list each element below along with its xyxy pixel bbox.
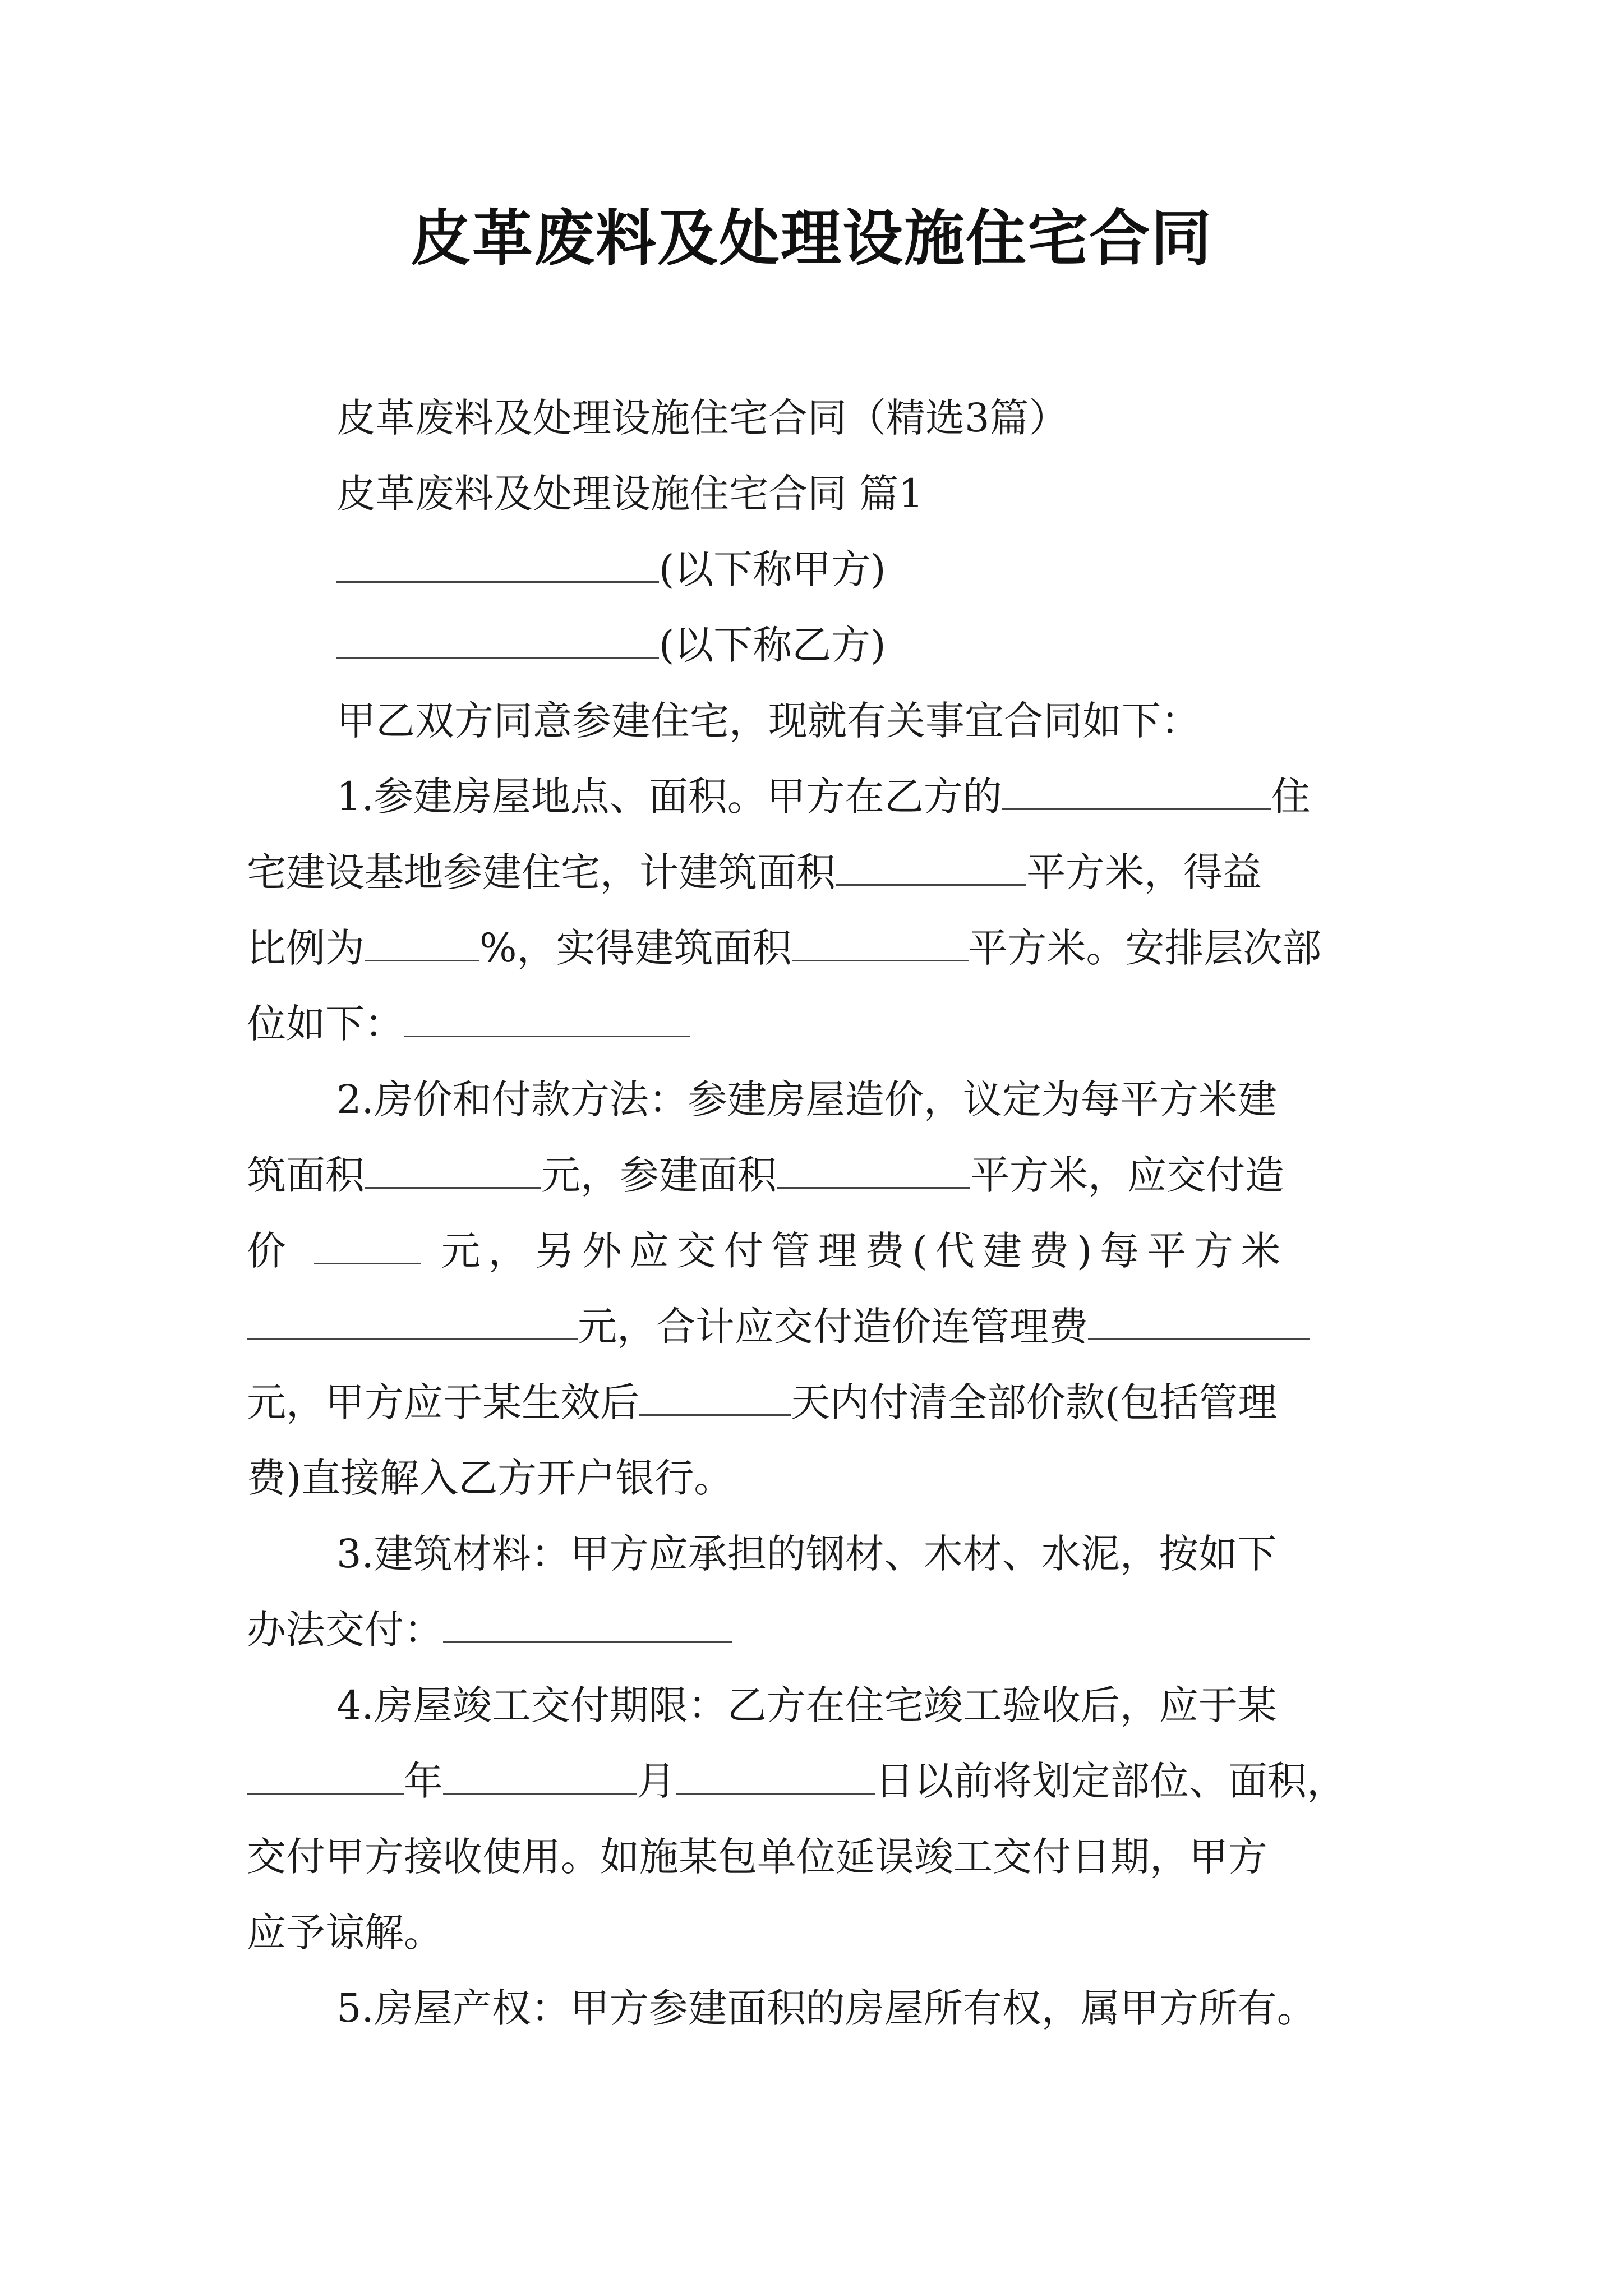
blank-field (404, 999, 690, 1037)
blank-field (247, 1301, 578, 1340)
clause-text: 元，甲方应于某生效后 (247, 1379, 639, 1425)
blank-field (365, 1150, 541, 1189)
blank-field (676, 1756, 875, 1795)
blank-field (1002, 771, 1271, 810)
blank-field (443, 1604, 732, 1643)
clause-text: 筑面积 (247, 1152, 365, 1198)
clause-text: 1.参建房屋地点、面积。甲方在乙方的 (336, 774, 1002, 820)
clause1-line1 (336, 771, 1311, 822)
clause-text: 元，另外应交付管理费(代建费)每平方米 (441, 1228, 1289, 1274)
clause1-line3 (247, 923, 1322, 973)
blank-field (365, 923, 479, 961)
clause4-line3: 交付甲方接收使用。如施某包单位延误竣工交付日期，甲方 (247, 1834, 1267, 1880)
clause4-line4: 应予谅解。 (247, 1910, 443, 1955)
clause2-line3 (247, 1226, 1288, 1276)
clause-text: 月 (637, 1758, 676, 1804)
party-a-line (336, 544, 886, 595)
subtitle: 皮革废料及处理设施住宅合同（精选3篇） (336, 395, 1068, 441)
intro-paragraph: 甲乙双方同意参建住宅，现就有关事宜合同如下： (336, 698, 1200, 744)
clause-text: 元，参建面积 (541, 1152, 777, 1198)
blank-field (777, 1150, 970, 1189)
clause3-line1: 3.建筑材料：甲方应承担的钢材、木材、水泥，按如下 (336, 1531, 1277, 1577)
clause-text: 元，合计应交付造价连管理费 (578, 1304, 1088, 1350)
clause-text: 日以前将划定部位、面积， (875, 1758, 1346, 1804)
clause-text: 价 (247, 1228, 294, 1274)
party-b-line (336, 620, 886, 670)
clause1-line4 (247, 999, 690, 1049)
clause-text: 平方米，得益 (1026, 849, 1262, 895)
clause3-line2 (247, 1604, 732, 1655)
clause-text: 宅建设基地参建住宅，计建筑面积 (247, 849, 836, 895)
blank-field (1088, 1301, 1310, 1340)
blank-field (836, 847, 1026, 886)
clause5-line1: 5.房屋产权：甲方参建面积的房屋所有权，属甲方所有。 (336, 1985, 1316, 2031)
clause-text: 位如下： (247, 1001, 404, 1047)
clause1-line2 (247, 847, 1262, 898)
document-title: 皮革废料及处理设施住宅合同 (410, 203, 1212, 274)
clause-text: 年 (404, 1758, 443, 1804)
clause-text: 住 (1271, 774, 1311, 820)
clause2-line5 (247, 1377, 1277, 1428)
clause-text: %，实得建筑面积 (479, 925, 792, 971)
blank-field (792, 923, 969, 961)
clause4-line1: 4.房屋竣工交付期限：乙方在住宅竣工验收后，应于某 (336, 1682, 1277, 1728)
blank-field (336, 544, 659, 583)
blank-field (443, 1756, 637, 1795)
clause2-line1: 2.房价和付款方法：参建房屋造价，议定为每平方米建 (336, 1076, 1277, 1122)
clause-text: 平方米。安排层次部 (968, 925, 1322, 971)
blank-field (639, 1377, 791, 1416)
clause-text: 办法交付： (247, 1607, 443, 1653)
clause4-line2 (247, 1756, 1346, 1806)
party-b-label: (以下称乙方) (659, 622, 886, 668)
blank-field (314, 1226, 421, 1264)
clause-text: 比例为 (247, 925, 365, 971)
clause2-line2 (247, 1150, 1284, 1200)
party-a-label: (以下称甲方) (659, 546, 886, 592)
clause-text: 平方米，应交付造 (970, 1152, 1284, 1198)
blank-field (336, 620, 659, 659)
section-heading: 皮革废料及处理设施住宅合同 篇1 (336, 471, 924, 517)
clause2-line6: 费)直接解入乙方开户银行。 (247, 1455, 734, 1501)
blank-field (247, 1756, 404, 1795)
clause2-line4 (247, 1301, 1310, 1352)
clause-text: 天内付清全部价款(包括管理 (791, 1379, 1278, 1425)
